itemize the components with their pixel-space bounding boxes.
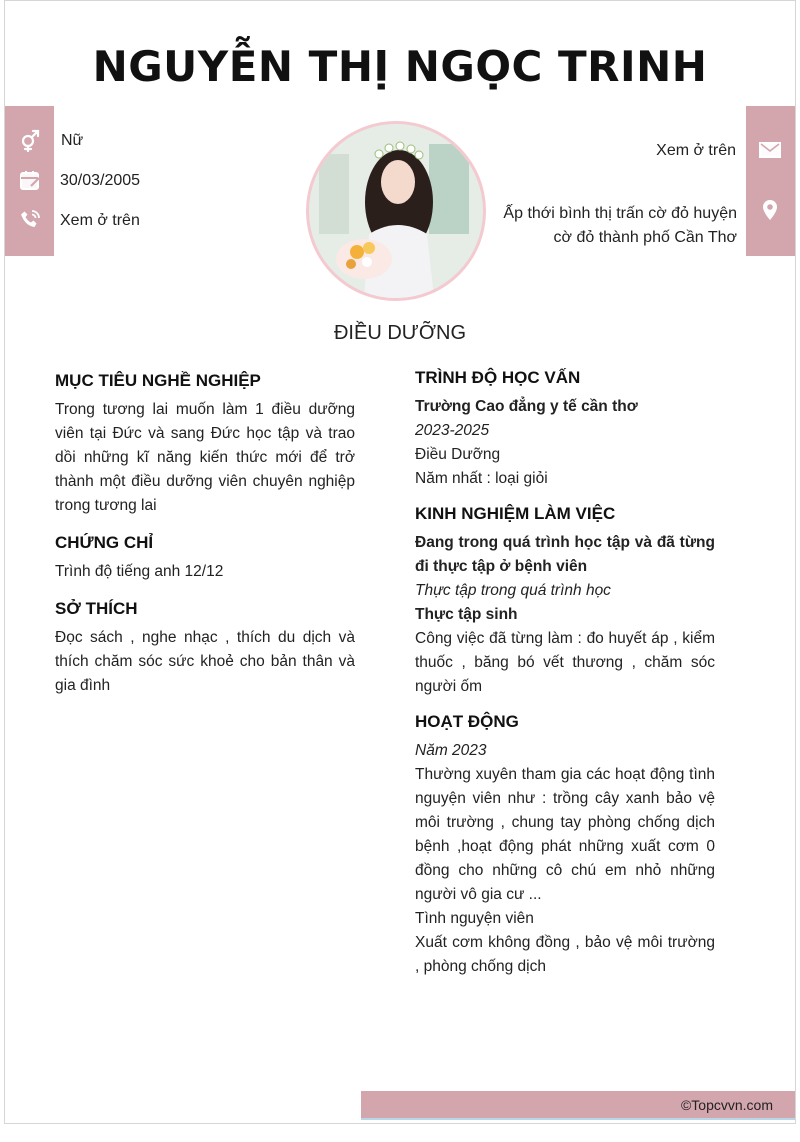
experience-position: Thực tập sinh xyxy=(415,606,518,623)
gender-icon xyxy=(18,128,42,152)
education-result: Năm nhất : loại giỏi xyxy=(415,470,548,487)
certificates-title: CHỨNG CHỈ xyxy=(55,533,154,552)
avatar xyxy=(306,121,486,301)
experience-description: Công việc đã từng làm : đo huyết áp , kiểm thuốc , băng bó vết thương , chăm sóc người ốm xyxy=(415,630,715,695)
activities-description: Thường xuyên tham gia các hoạt động tình nguyện viên như : trồng cây xanh bảo vệ môi trường , chung tay phòng chống dịch bệnh ,hoạt động phát những xuất cơm 0 đồng cho những cô chú em nhỏ những người vô gia cư ... xyxy=(415,766,715,903)
job-title: ĐIỀU DƯỠNG xyxy=(333,322,466,344)
hobbies-text: Đọc sách , nghe nhạc , thích du dịch và thích chăm sóc sức khoẻ cho bản thân và gia đình xyxy=(55,629,355,694)
certificates-section xyxy=(55,532,355,584)
activities-title: HOẠT ĐỘNG xyxy=(415,712,519,731)
address-line-1: Ấp thới bình thị trấn cờ đỏ huyện xyxy=(503,205,737,222)
objective-text: Trong tương lai muốn làm 1 điều dưỡng viên tại Đức và sang Đức học tập và trao dồi những kĩ năng kiến thức mới để trở thành một điều dưỡng viên chuyên nghiệp trong tương lai xyxy=(55,401,355,514)
gender-value: Nữ xyxy=(61,132,84,149)
phone-icon xyxy=(18,208,42,232)
education-major: Điều Dưỡng xyxy=(415,446,501,463)
profile-photo xyxy=(309,124,483,298)
footer-credit: ©Topcvvn.com xyxy=(680,1097,773,1113)
email-value: Xem ở trên xyxy=(656,142,736,159)
education-section xyxy=(415,367,715,491)
experience-period: Thực tập trong quá trình học xyxy=(415,582,611,599)
experience-section xyxy=(415,503,715,699)
activities-role: Tình nguyện viên xyxy=(415,910,534,927)
footer-bar xyxy=(361,1091,795,1120)
objective-section xyxy=(55,370,355,518)
right-column xyxy=(415,367,715,991)
address-value xyxy=(503,202,737,250)
location-pin-icon xyxy=(758,198,782,222)
calendar-icon xyxy=(18,168,42,192)
birthday-value: 30/03/2005 xyxy=(60,172,141,189)
email-icon xyxy=(758,138,782,162)
education-title: TRÌNH ĐỘ HỌC VẤN xyxy=(415,368,581,387)
experience-title: KINH NGHIỆM LÀM VIỆC xyxy=(415,504,616,523)
candidate-name: NGUYỄN THỊ NGỌC TRINH xyxy=(92,42,708,91)
education-period: 2023-2025 xyxy=(415,422,490,439)
certificates-text: Trình độ tiếng anh 12/12 xyxy=(55,563,224,580)
left-column xyxy=(55,370,355,712)
address-line-2: cờ đỏ thành phố Cần Thơ xyxy=(553,229,737,246)
hobbies-section xyxy=(55,598,355,698)
phone-value: Xem ở trên xyxy=(60,212,140,229)
right-contact-bar xyxy=(746,106,795,256)
objective-title: MỤC TIÊU NGHỀ NGHIỆP xyxy=(55,371,261,390)
activities-period: Năm 2023 xyxy=(415,742,487,759)
experience-company: Đang trong quá trình học tập và đã từng đi thực tập ở bệnh viên xyxy=(415,534,715,575)
education-school: Trường Cao đẳng y tế cần thơ xyxy=(415,398,638,415)
left-contact-bar xyxy=(5,106,54,256)
hobbies-title: SỞ THÍCH xyxy=(55,599,138,618)
activities-details: Xuất cơm không đồng , bảo vệ môi trường , phòng chống dịch xyxy=(415,934,715,975)
activities-section xyxy=(415,711,715,979)
